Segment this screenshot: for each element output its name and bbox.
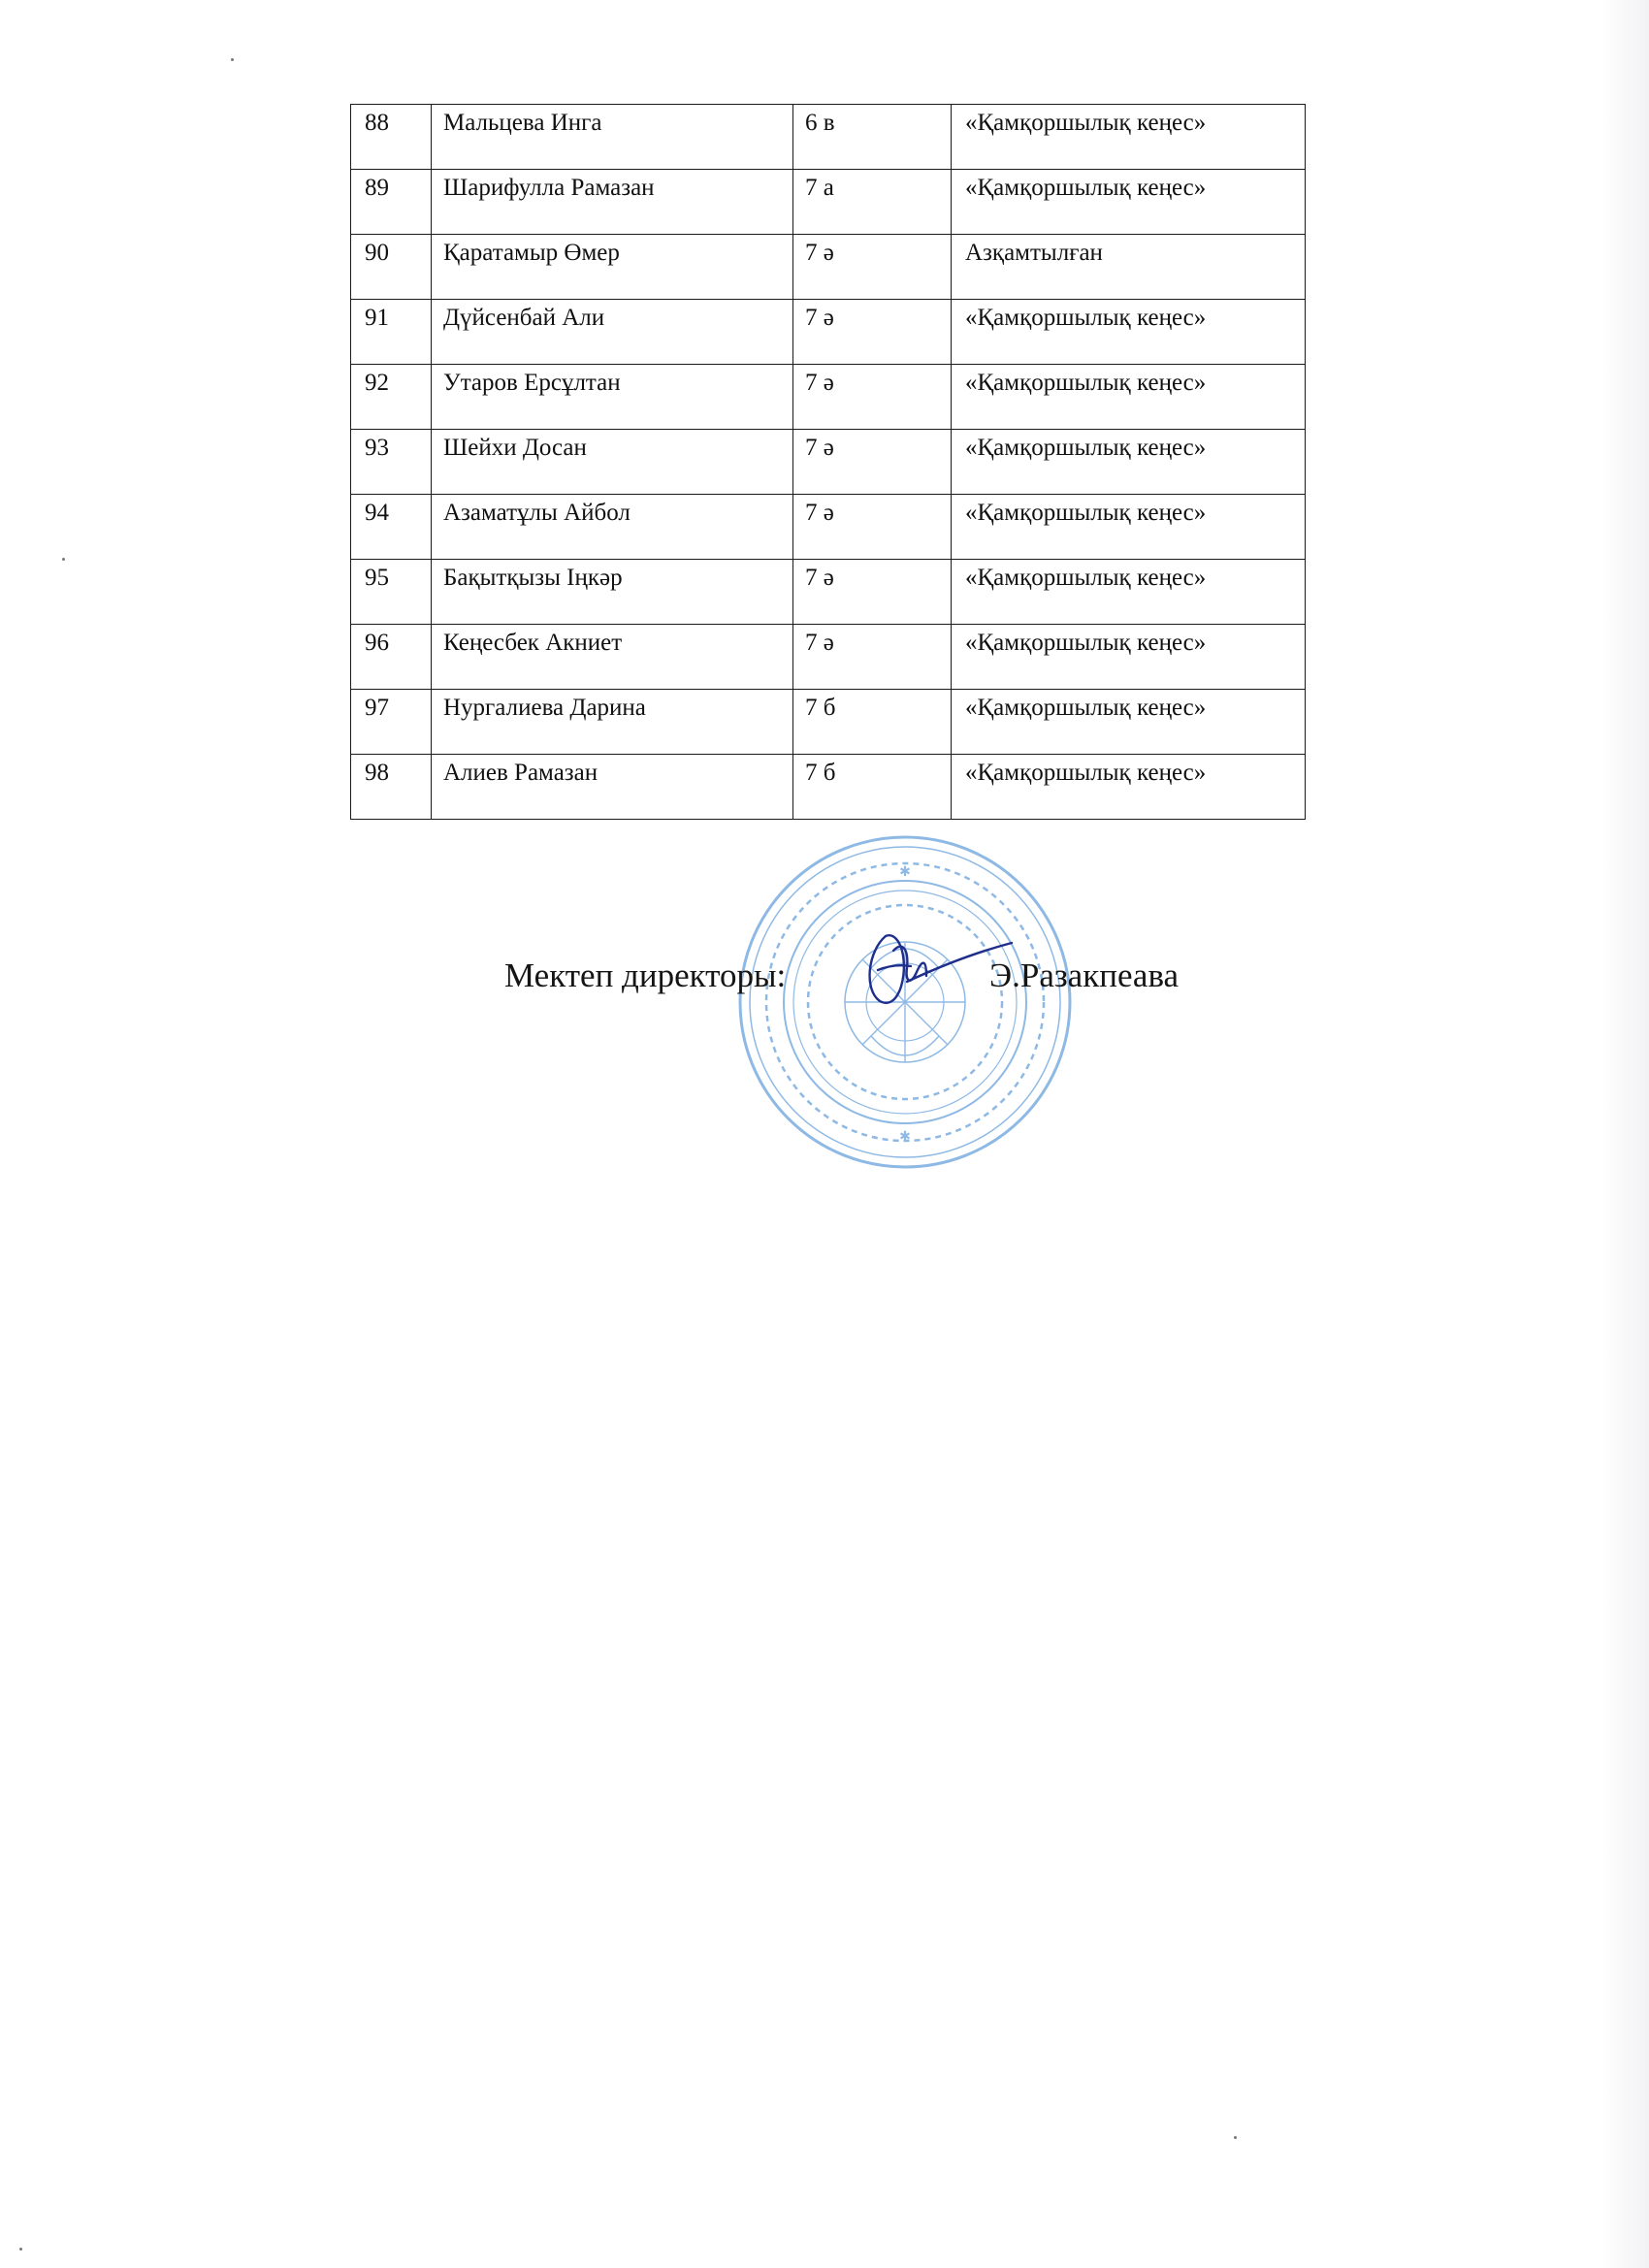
table-row — [351, 560, 1306, 625]
cell-status: «Қамқоршылық кеңес» — [952, 170, 1306, 235]
cell-number: 89 — [351, 170, 432, 235]
cell-status: «Қамқоршылық кеңес» — [952, 625, 1306, 690]
svg-text:✱: ✱ — [899, 1129, 911, 1145]
scan-speck — [1234, 2136, 1237, 2139]
cell-class: 7 ә — [793, 235, 952, 300]
cell-number: 88 — [351, 105, 432, 170]
cell-student-name: Алиев Рамазан — [432, 755, 793, 820]
cell-class: 7 ә — [793, 365, 952, 430]
cell-number: 90 — [351, 235, 432, 300]
cell-class: 7 ә — [793, 560, 952, 625]
cell-number: 94 — [351, 495, 432, 560]
scan-speck — [19, 2248, 22, 2251]
scan-speck — [62, 558, 65, 561]
scan-edge-shadow — [1600, 0, 1649, 2268]
cell-student-name: Дүйсенбай Али — [432, 300, 793, 365]
cell-class: 7 б — [793, 755, 952, 820]
table-row — [351, 170, 1306, 235]
table-body — [351, 105, 1306, 820]
cell-number: 92 — [351, 365, 432, 430]
cell-class: 7 а — [793, 170, 952, 235]
svg-text:✱: ✱ — [899, 864, 911, 880]
cell-student-name: Бақытқызы Іңкәр — [432, 560, 793, 625]
cell-student-name: Шейхи Досан — [432, 430, 793, 495]
signature-title: Мектеп директоры: — [504, 956, 787, 994]
table-row — [351, 105, 1306, 170]
cell-student-name: Қаратамыр Өмер — [432, 235, 793, 300]
table-row — [351, 755, 1306, 820]
cell-class: 6 в — [793, 105, 952, 170]
cell-class: 7 б — [793, 690, 952, 755]
student-list-table — [350, 104, 1306, 820]
cell-status: Азқамтылған — [952, 235, 1306, 300]
table-row — [351, 300, 1306, 365]
table-row — [351, 690, 1306, 755]
cell-number: 96 — [351, 625, 432, 690]
table-row — [351, 430, 1306, 495]
cell-class: 7 ә — [793, 625, 952, 690]
cell-number: 95 — [351, 560, 432, 625]
cell-class: 7 ә — [793, 300, 952, 365]
cell-student-name: Шарифулла Рамазан — [432, 170, 793, 235]
cell-status: «Қамқоршылық кеңес» — [952, 105, 1306, 170]
cell-number: 91 — [351, 300, 432, 365]
cell-student-name: Азаматұлы Айбол — [432, 495, 793, 560]
table-row — [351, 235, 1306, 300]
table-row — [351, 625, 1306, 690]
cell-number: 93 — [351, 430, 432, 495]
cell-status: «Қамқоршылық кеңес» — [952, 560, 1306, 625]
cell-number: 98 — [351, 755, 432, 820]
table-row — [351, 365, 1306, 430]
scan-speck — [231, 58, 234, 61]
cell-status: «Қамқоршылық кеңес» — [952, 430, 1306, 495]
cell-status: «Қамқоршылық кеңес» — [952, 365, 1306, 430]
cell-class: 7 ә — [793, 430, 952, 495]
cell-status: «Қамқоршылық кеңес» — [952, 755, 1306, 820]
cell-status: «Қамқоршылық кеңес» — [952, 690, 1306, 755]
director-name: Э.Разакпеава — [989, 956, 1180, 994]
cell-student-name: Утаров Ерсұлтан — [432, 365, 793, 430]
cell-status: «Қамқоршылық кеңес» — [952, 495, 1306, 560]
cell-student-name: Кеңесбек Акниет — [432, 625, 793, 690]
cell-number: 97 — [351, 690, 432, 755]
cell-student-name: Мальцева Инга — [432, 105, 793, 170]
cell-student-name: Нургалиева Дарина — [432, 690, 793, 755]
cell-status: «Қамқоршылық кеңес» — [952, 300, 1306, 365]
table-row — [351, 495, 1306, 560]
cell-class: 7 ә — [793, 495, 952, 560]
